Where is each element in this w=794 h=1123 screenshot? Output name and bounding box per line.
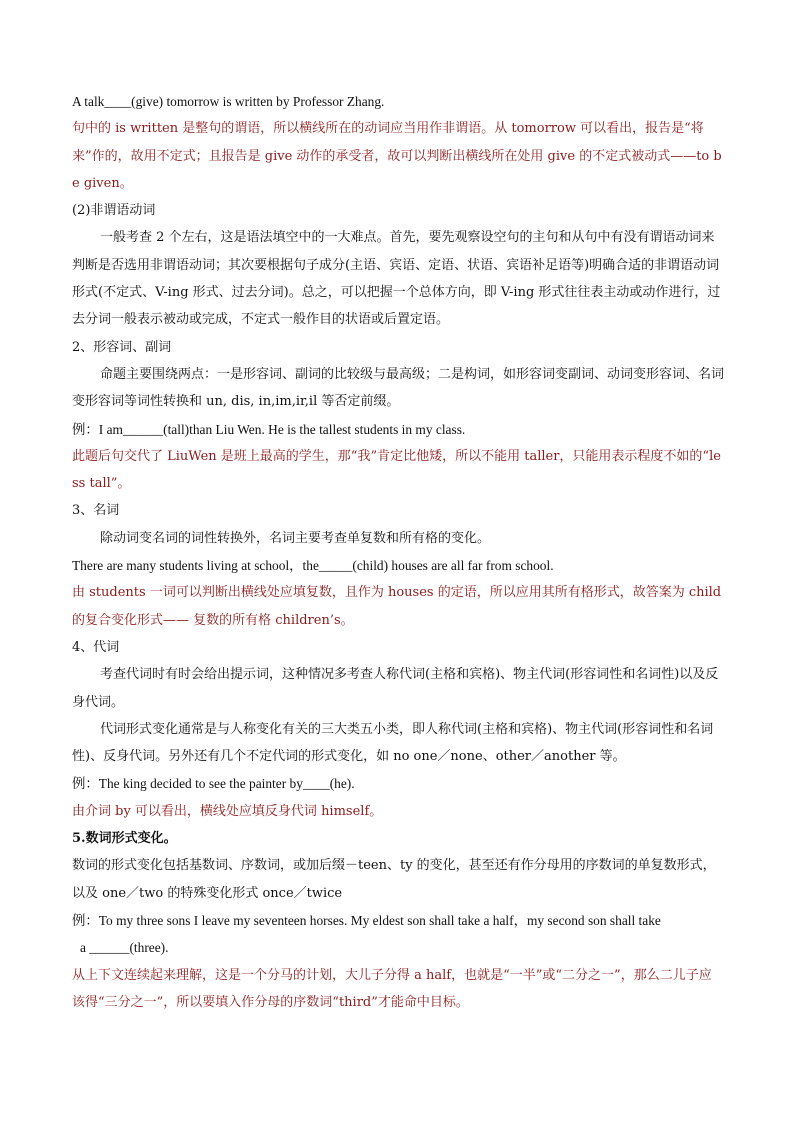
example-sentence-he: 例：The king decided to see the painter by____(he). xyxy=(72,776,355,792)
explanation-three: 从上下文连续起来理解，这是一个分马的计划，大儿子分得 a half，也就是“一半”或“二分之一”，那么二儿子应该得“三分之一”，所以要填入作分母的序数词“third”才能命中目标。 xyxy=(72,967,712,1010)
explanation-child: 由 students 一词可以判断出横线处应填复数，且作为 houses 的定语，所以应用其所有格形式，故答案为 child 的复合变化形式—— 复数的所有格 children’s。 xyxy=(72,585,722,628)
explanation-tall: 此题后句交代了 LiuWen 是班上最高的学生，那“我”肯定比他矮，所以不能用 taller，只能用表示程度不如的“less tall”。 xyxy=(72,448,721,492)
section-heading-non-finite-verbs: (2)非谓语动词 xyxy=(72,203,156,219)
example-sentence-three: 例：To my three sons I leave my seventeen horses. My eldest son shall take a half，my second son shall take xyxy=(72,912,661,928)
paragraph-non-finite-verbs: 一般考查 2 个左右，这是语法填空中的一大难点。首先，要先观察设空句的主句和从句中有没有谓语动词来判断是否选用非谓语动词；其次要根据句子成分(主语、宾语、定语、状语、宾语补足语等)明确合适的非谓语动词形式(不定式、V-ing 形式、过去分词)。总之，可以把握一个总体方向，即 V-ing 形式往往表主动或动作进行，过去分词一般表示被动或完成，不定式一般作目的状语或后置定语。 xyxy=(72,230,721,328)
explanation-he: 由介词 by 可以看出，横线处应填反身代词 himself。 xyxy=(72,803,383,819)
paragraph-adjectives-adverbs: 命题主要围绕两点：一是形容词、副词的比较级与最高级；二是构词，如形容词变副词、动词变形容词、名词变形容词等词性转换和 un, dis, in,im,ir,il 等否定前缀。 xyxy=(72,366,725,410)
explanation-give: 句中的 is written 是整句的谓语，所以横线所在的动词应当用作非谓语。从 tomorrow 可以看出，报告是“将来”作的，故用不定式；且报告是 give 动作的承受者，故可以判断出横线所在处用 give 的不定式被动式——to be given。 xyxy=(72,121,722,191)
section-heading-pronouns: 4、代词 xyxy=(72,639,120,655)
paragraph-nouns: 除动词变名词的词性转换外，名词主要考查单复数和所有格的变化。 xyxy=(100,530,491,546)
example-sentence-three-cont: a ______(three). xyxy=(80,940,169,956)
section-heading-nouns: 3、名词 xyxy=(72,503,120,519)
example-sentence-child: There are many students living at school，the_____(child) houses are all far from school. xyxy=(72,558,554,574)
paragraph-pronouns-1: 考查代词时有时会给出提示词，这种情况多考查人称代词(主格和宾格)、物主代词(形容词性和名词性)以及反身代词。 xyxy=(72,667,719,710)
document-body xyxy=(72,88,724,1016)
paragraph-pronouns-2: 代词形式变化通常是与人称变化有关的三大类五小类，即人称代词(主格和宾格)、物主代词(形容词性和名词性)、反身代词。另外还有几个不定代词的形式变化，如 no one／none、other／another 等。 xyxy=(72,721,714,765)
paragraph-numerals: 数词的形式变化包括基数词、序数词，或加后缀－teen、ty 的变化，甚至还有作分母用的序数词的单复数形式，以及 one／two 的特殊变化形式 once／twice xyxy=(72,858,716,901)
example-sentence-tall: 例：I am______(tall)than Liu Wen. He is the tallest students in my class. xyxy=(72,421,466,437)
section-heading-adjectives-adverbs: 2、形容词、副词 xyxy=(72,339,172,355)
example-sentence-give: A talk____(give) tomorrow is written by Professor Zhang. xyxy=(72,94,385,109)
section-heading-numerals: 5.数词形式变化。 xyxy=(72,831,177,847)
